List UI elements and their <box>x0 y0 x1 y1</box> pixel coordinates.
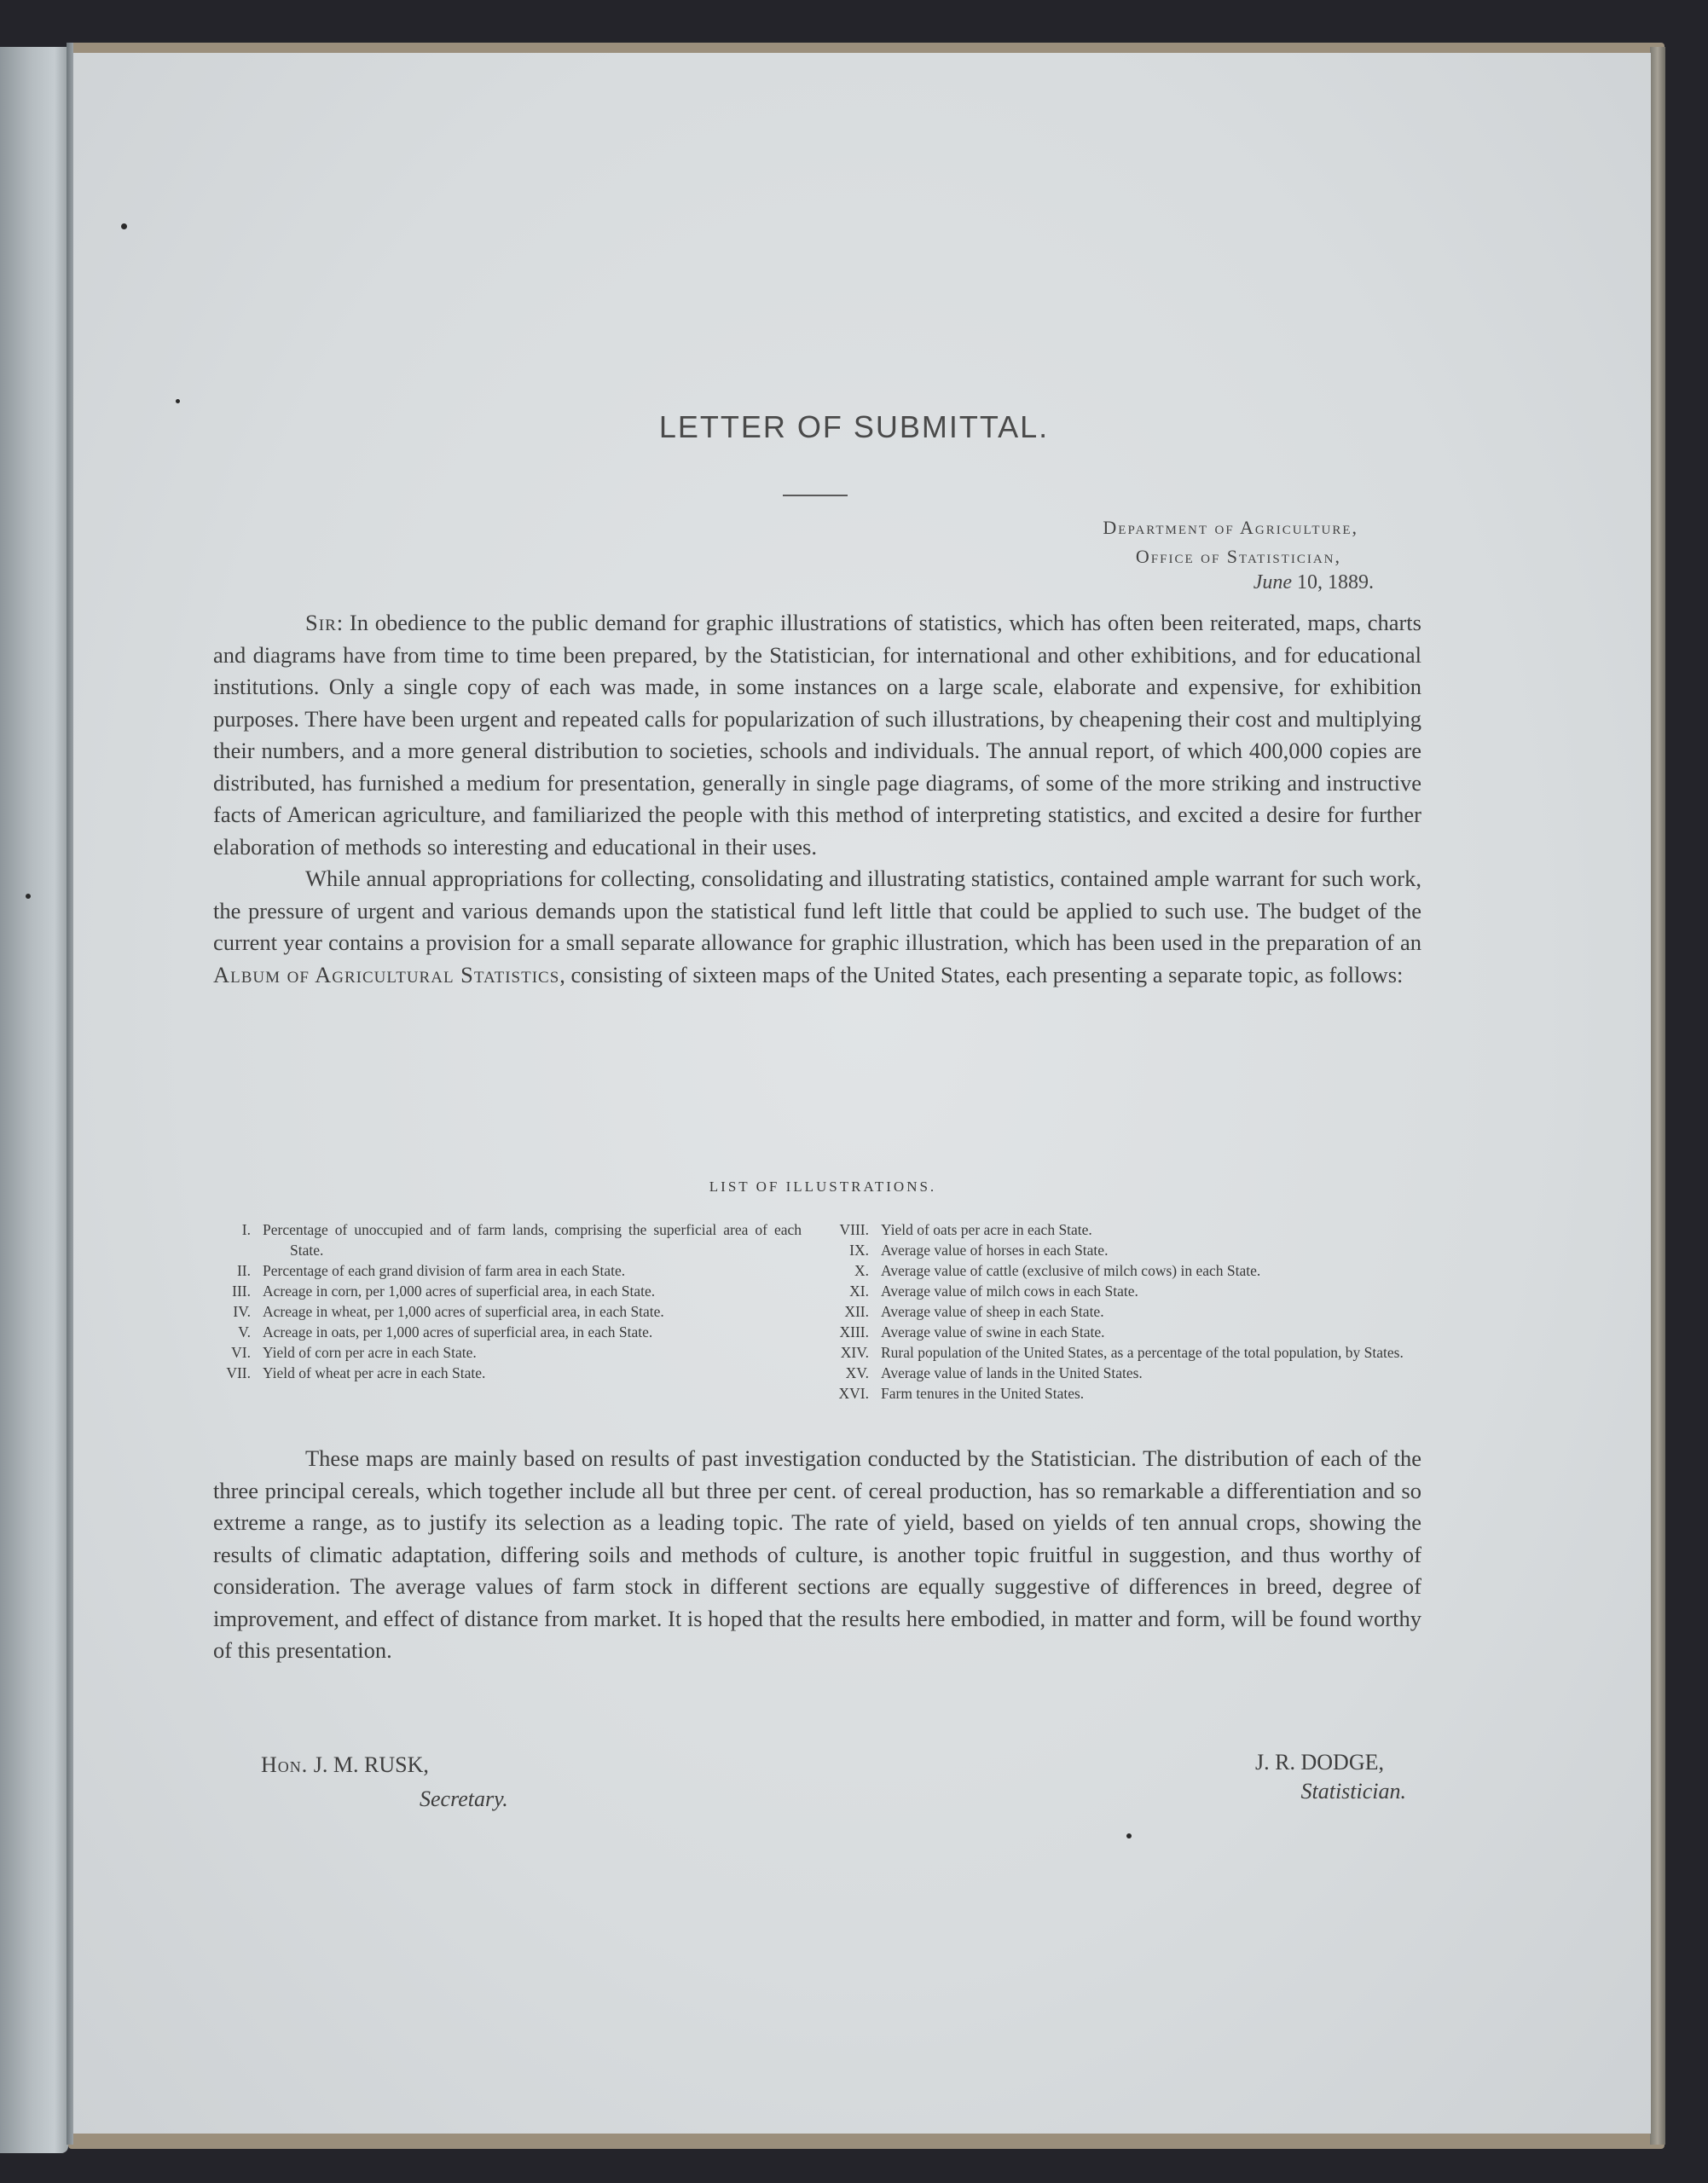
date-month: June <box>1253 571 1292 594</box>
paragraph-2 <box>213 863 1421 991</box>
signer-name: J. R. DODGE, <box>1255 1750 1384 1775</box>
address-department: Department of Agriculture, <box>1103 517 1358 538</box>
letter-date <box>1253 571 1374 594</box>
paragraph-2-text-a: While annual appropriations for collecting, consolidating and illustrating statistics, contained ample warrant for such work, the pressure of urgent and various demands upon the statistical fund left little that could be applied to such use. The budget of the current year contains a provision for a small separate allowance for graphic illustration, which has been used in the preparation of an <box>213 866 1421 955</box>
letter-body-top <box>213 607 1421 991</box>
illustration-item <box>213 1363 802 1383</box>
illustration-item <box>213 1281 802 1301</box>
illustration-number: VIII. <box>839 1221 869 1238</box>
paragraph-2-text-b: , consisting of sixteen maps of the United States, each presenting a separate topic, as follows: <box>559 961 1404 987</box>
illustration-number: III. <box>232 1283 251 1300</box>
illustration-item <box>213 1301 802 1322</box>
illustration-number: XVI. <box>838 1385 869 1402</box>
ink-speck <box>1126 1833 1132 1838</box>
illustration-number: XI. <box>849 1283 869 1300</box>
illustration-description: Average value of lands in the United States. <box>881 1364 1143 1381</box>
illustration-item <box>213 1219 802 1260</box>
illustration-description: Acreage in corn, per 1,000 acres of superficial area, in each State. <box>263 1283 656 1300</box>
illustration-description: Average value of horses in each State. <box>881 1242 1109 1259</box>
illustration-description: Average value of cattle (exclusive of milch cows) in each State. <box>881 1262 1261 1279</box>
illustration-number: I. <box>241 1221 251 1238</box>
illustration-number: XV. <box>845 1364 869 1381</box>
date-day-year: 10, 1889. <box>1292 571 1374 594</box>
illustration-number: XIV. <box>840 1344 869 1361</box>
illustration-item <box>831 1281 1428 1301</box>
book-spine-edge <box>67 43 73 2145</box>
album-title: Album of Agricultural Statistics <box>213 961 560 987</box>
ink-speck <box>176 399 180 403</box>
illustrations-list-left <box>213 1219 802 1383</box>
paragraph-1-text: : In obedience to the public demand for graphic illustrations of statistics, which has often been reiterated, maps, charts and diagrams have from time to time been prepared, by the Statistician, for international and other exhibitions, and for educational institutions. Only a single copy of each was made, in some instances on a large scale, elaborate and expensive, for exhibition purposes. There have been urgent and repeated calls for popularization of such illustrations, by cheapening their cost and multiplying their numbers, and a more general distribution to societies, schools and individuals. The annual report, of which 400,000 copies are distributed, has furnished a medium for presentation, generally in single page diagrams, of some of the more striking and instructive facts of American agriculture, and familiarized the people with this method of interpreting statistics, and excited a desire for further elaboration of methods so interesting and educational in their uses. <box>213 610 1421 860</box>
illustration-number: XII. <box>844 1303 869 1320</box>
illustration-number: VI. <box>231 1344 251 1361</box>
illustrations-list-right <box>831 1219 1428 1404</box>
illustration-description: Average value of swine in each State. <box>881 1323 1105 1340</box>
illustration-description: Yield of corn per acre in each State. <box>263 1344 477 1361</box>
ink-speck <box>121 223 127 229</box>
cover-right-edge <box>1650 47 1665 2145</box>
illustration-description: Rural population of the United States, as a percentage of the total population, by States. <box>881 1344 1404 1361</box>
illustration-item <box>213 1342 802 1363</box>
illustration-item <box>831 1342 1428 1363</box>
title-rule <box>783 495 848 496</box>
signature-block <box>1255 1750 1406 1804</box>
illustration-item <box>831 1240 1428 1260</box>
illustration-description: Acreage in oats, per 1,000 acres of superficial area, in each State. <box>263 1323 653 1340</box>
illustration-item <box>831 1322 1428 1342</box>
illustration-description: Average value of sheep in each State. <box>881 1303 1104 1320</box>
list-of-illustrations-heading: LIST OF ILLUSTRATIONS. <box>709 1178 937 1195</box>
illustration-number: X. <box>854 1262 869 1279</box>
illustration-number: II. <box>236 1262 251 1279</box>
document-title: LETTER OF SUBMITTAL. <box>658 409 1050 444</box>
letter-body-bottom <box>213 1443 1421 1667</box>
illustration-item <box>213 1260 802 1281</box>
recipient-name: J. M. RUSK, <box>308 1752 429 1777</box>
illustration-description: Farm tenures in the United States. <box>881 1385 1085 1402</box>
paragraph-1 <box>213 607 1421 863</box>
recipient-title: Secretary. <box>420 1786 508 1811</box>
illustration-description: Average value of milch cows in each State. <box>881 1283 1138 1300</box>
illustration-item <box>213 1322 802 1342</box>
ink-speck <box>26 894 31 899</box>
illustration-item <box>831 1301 1428 1322</box>
recipient-block <box>261 1752 508 1811</box>
signer-title: Statistician. <box>1300 1779 1406 1804</box>
illustration-item <box>831 1219 1428 1240</box>
salutation: Sir <box>305 610 337 635</box>
illustration-description: Acreage in wheat, per 1,000 acres of superficial area, in each State. <box>263 1303 664 1320</box>
recipient-honorific: Hon. <box>261 1752 309 1777</box>
illustration-description: Yield of wheat per acre in each State. <box>263 1364 486 1381</box>
illustration-number: V. <box>238 1323 251 1340</box>
illustration-item <box>831 1260 1428 1281</box>
illustration-item <box>831 1383 1428 1404</box>
illustration-number: IX. <box>849 1242 869 1259</box>
illustration-number: IV. <box>233 1303 251 1320</box>
illustration-number: XIII. <box>839 1323 869 1340</box>
paragraph-3: These maps are mainly based on results of past investigation conducted by the Statistician. The distribution of each of the three principal cereals, which together include all but three per cent. of cereal production, has so remarkable a differentiation and so extreme a range, as to justify its selection as a leading topic. The rate of yield, based on yields of ten annual crops, showing the results of climatic adaptation, differing soils and methods of culture, is another topic fruitful in suggestion, and thus worthy of consideration. The average values of farm stock in different sections are equally suggestive of differences in breed, degree of improvement, and effect of distance from market. It is hoped that the results here embodied, in matter and form, will be found worthy of this presentation. <box>213 1445 1421 1663</box>
illustration-item <box>831 1363 1428 1383</box>
illustration-description: Percentage of each grand division of farm area in each State. <box>263 1262 626 1279</box>
facing-page-edge <box>0 47 68 2153</box>
address-office: Office of Statistician, <box>1135 546 1341 567</box>
illustration-description: Yield of oats per acre in each State. <box>881 1221 1092 1238</box>
illustration-number: VII. <box>226 1364 251 1381</box>
illustration-description: Percentage of unoccupied and of farm lands, comprising the superficial area of each State. <box>263 1221 802 1259</box>
document-page <box>73 53 1651 2134</box>
